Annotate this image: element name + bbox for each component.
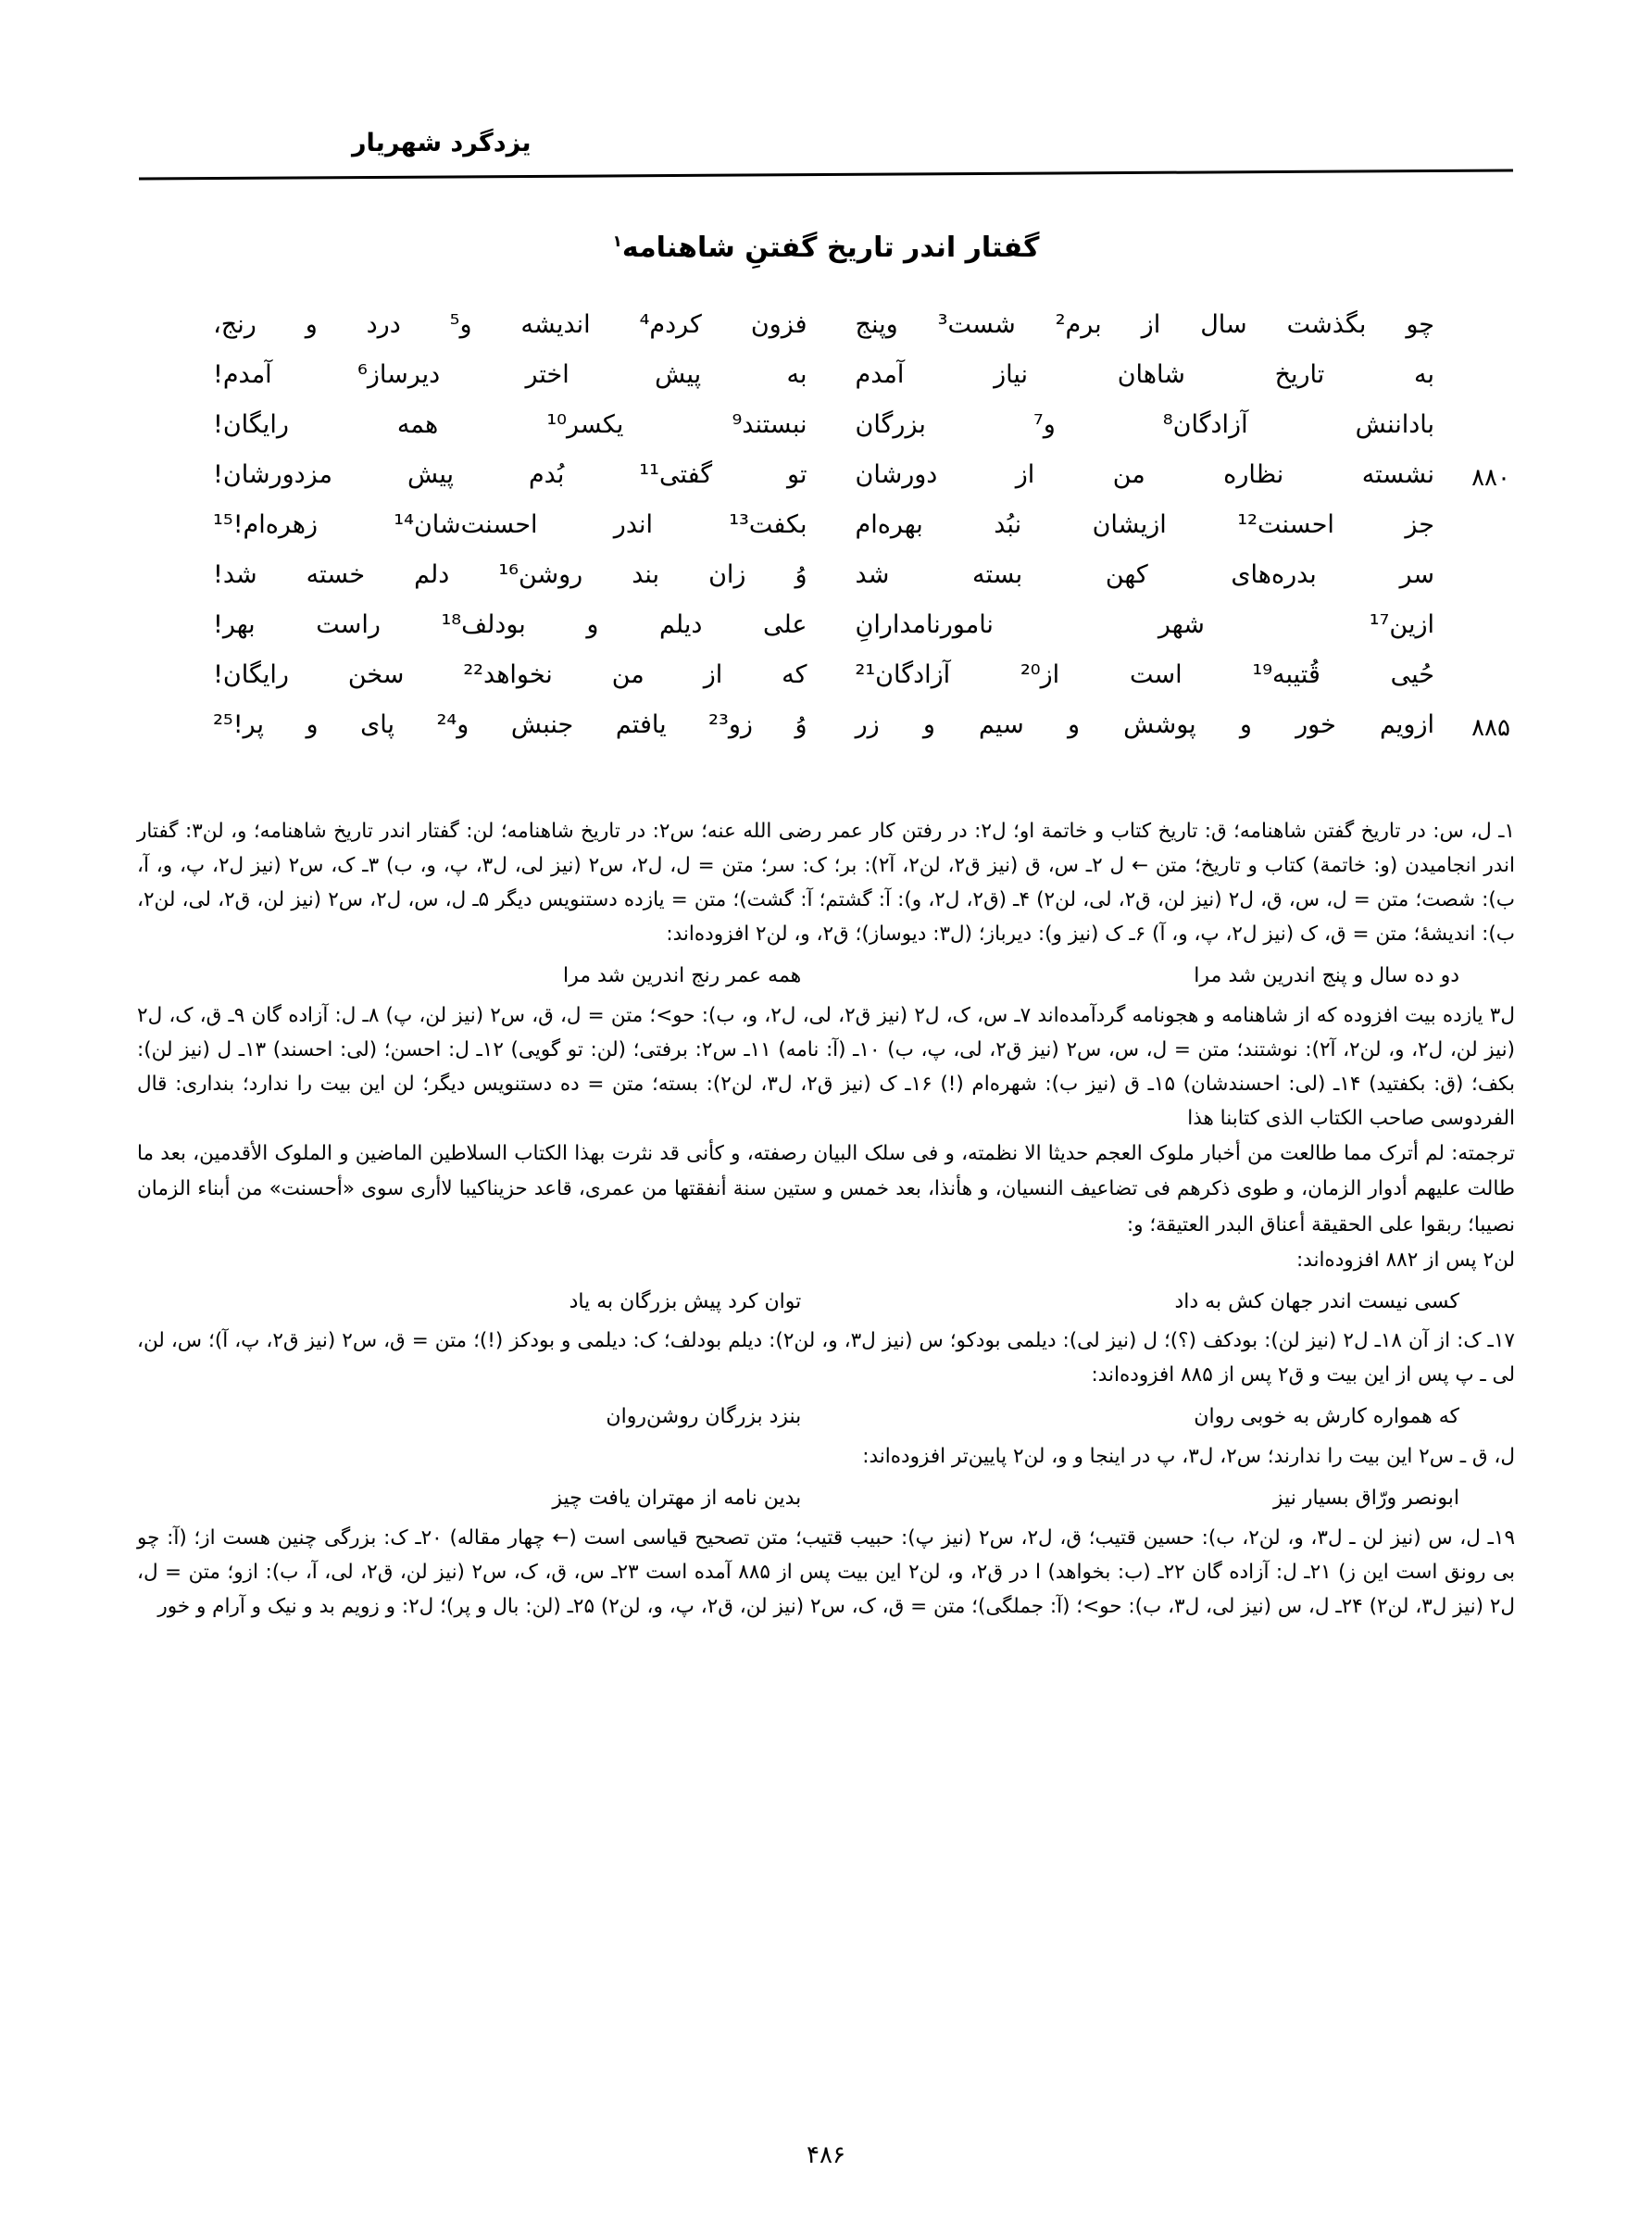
verse-line: [213, 410, 1434, 460]
inset-couplet-2: [137, 1285, 1515, 1320]
apparatus-paragraph-4: ۱۷ـ ک: از آن ۱۸ـ ل۲ (نیز لن): بودکف (؟)؛ ل (نیز لی): دیلمی بودکو؛ س (نیز ل۳، و، لن۲): دیلم بودلف؛ ک: دیلمی و بودکز (!)؛ متن = ق، س۲ (نیز ق۲، پ، آ)؛ س، لن، لی ـ پ پس از این بیت و ق۲ پس از ۸۸۵ افزوده‌اند:: [137, 1329, 1515, 1387]
inset-hemistich-left: بنزد بزرگان روشن‌روان: [606, 1405, 802, 1429]
apparatus-paragraph-3: لن۲ پس از ۸۸۲ افزوده‌اند:: [1295, 1248, 1515, 1272]
hemistich-right: جز احسنت¹² ازیشان نبُد بهره‌ام: [855, 510, 1434, 539]
verse-number: ۸۸۰: [1471, 464, 1510, 492]
hemistich-right: چو بگذشت سال از برم² شست³ وپنج: [855, 310, 1434, 339]
inset-hemistich-right: ابونصر ورّاق بسیار نیز: [1273, 1487, 1459, 1511]
inset-couplet-1: [137, 959, 1515, 994]
verse-line: [213, 460, 1510, 510]
apparatus-paragraph-5: ل، ق ـ س۲ این بیت را ندارند؛ س۲، ل۳، پ در اینجا و و، لن۲ پایین‌تر افزوده‌اند:: [862, 1445, 1515, 1469]
inset-couplet-4: [137, 1481, 1515, 1516]
hemistich-left: وُ زو²³ یافتم جنبش و²⁴ پای و پر!²⁵: [213, 710, 807, 739]
verse-line: [213, 510, 1434, 560]
hemistich-right: ازویم خور و پوشش و سیم و زر: [855, 710, 1434, 739]
verse-line: [213, 360, 1434, 410]
page-number: ۴۸۶: [807, 2141, 845, 2169]
apparatus-paragraph-2: ل۳ یازده بیت افزوده که از شاهنامه و هجونامه گردآمده‌اند ۷ـ س، ک، ل۲ (نیز ق۲، لی، ل۲، و، ب): حو>؛ متن = ل، ق، س۲ (نیز لن، پ) ۸ـ ل: آزاده گان ۹ـ ق، ک، ل۲ (نیز لن، ل۲، و، لن۲، آ۲): نوشتند؛ متن = ل، س، س۲ (نیز ق۲، لی، پ، ب) ۱۰ـ (آ: نامه) ۱۱ـ س۲: برفتی؛ (لن: تو گویی) ۱۲ـ ل: احسن؛ (لی: احسند) ۱۳ـ ل (نیز لن): بکف؛ (ق: بکفتید) ۱۴ـ (لی: احسندشان) ۱۵ـ ق (نیز ب): شهره‌ام (!) ۱۶ـ ک (نیز ق۲، ل۳، لن۲): بسته؛ متن = ده دستنویس دیگر؛ لن این بیت را ندارد؛ بنداری: قال الفردوسی صاحب الکتاب الذی کتابنا هذا: [137, 1003, 1516, 1130]
verse-line: [213, 710, 1510, 760]
hemistich-right: حُیی قُتیبه¹⁹ است از²⁰ آزادگان²¹: [855, 660, 1434, 689]
apparatus-paragraph-6: ۱۹ـ ل، س (نیز لن ـ ل۳، و، لن۲، ب): حسین قتیب؛ ق، ل۲، س۲ (نیز پ): حبیب قتیب؛ متن تصحیح قیاسی است (← چهار مقاله) ۲۰ـ ک: بزرگی چنین هست از؛ (آ: چو بی رونق است این ز) ۲۱ـ ل: آزاده گان ۲۲ـ (ب: بخواهد) ا در ق۲، و، لن۲ این بیت پس از ۸۸۵ آمده است ۲۳ـ س، ق، ک، س۲ (نیز لن، ق۲، لی، آ، ب): ازو؛ متن = ل، ل۲ (نیز ل۳، لن۲) ۲۴ـ ل، س (نیز لی، ل۳، ب): حو>؛ (آ: جملگی)؛ متن = ق، ک، س۲ (نیز لن، ق۲، پ، و، لن۲) ۲۵ـ (لن: بال و پر)؛ ل۲: و زویم بد و نیک و آرام و خور: [137, 1526, 1515, 1618]
critical-apparatus: [137, 815, 1515, 1625]
apparatus-arabic-translation: ترجمته: لم أترک مما طالعت من أخبار ملوک العجم حدیثا الا نظمته، و فی سلک البیان رصفته، و کأنی قد نثرت بهذا الکتاب السلاطین الماضین و الملوک الأقدمین، بعد ما طالت علیهم أدوار الزمان، و طوی ذکرهم فی تضاعیف النسیان، و هأنذا، بعد خمس و ستین سنة أنفقتها من عمری، قاعد حزیناکیبا لاأری سوی «أحسنت» من أبناء الزمان نصیبا؛ ربقوا علی الحقیقة أعناق البدر العتیقة؛ و:: [137, 1141, 1515, 1236]
hemistich-right: سر بدره‌های کهن بسته شد: [855, 560, 1434, 589]
inset-hemistich-left: توان کرد پیش بزرگان به یاد: [569, 1289, 802, 1313]
page-title-footnote-marker: ۱: [612, 232, 622, 251]
inset-hemistich-left: همه عمر رنج اندرین شد مرا: [562, 963, 802, 987]
inset-hemistich-right: که همواره کارش به خوبی روان: [1194, 1405, 1459, 1429]
hemistich-left: تو گفتی¹¹ بُدم پیش مزدورشان!: [213, 460, 807, 489]
running-head-text: یزدگرد شهریار: [352, 129, 532, 157]
hemistich-right: ازین¹⁷ شهر نامورنامدارانِ: [855, 610, 1434, 639]
hemistich-left: وُ زان بند روشن¹⁶ دلم خسته شد!: [213, 560, 807, 589]
inset-hemistich-right: کسی نیست اندر جهان کش به داد: [1174, 1289, 1459, 1313]
verse-line: [213, 610, 1434, 660]
hemistich-left: علی دیلم و بودلف¹⁸ راست بهر!: [213, 610, 807, 639]
inset-hemistich-right: دو ده سال و پنج اندرین شد مرا: [1194, 963, 1459, 987]
verse-line: [213, 310, 1434, 360]
hemistich-left: فزون کردم⁴ اندیشه و⁵ درد و رنج،: [213, 310, 807, 339]
hemistich-left: به پیش اختر دیرساز⁶ آمدم!: [213, 360, 807, 389]
apparatus-paragraph-1: ۱ـ ل، س: در تاریخ گفتن شاهنامه؛ ق: تاریخ کتاب و خاتمة او؛ ل۲: در رفتن کار عمر رضی الله عنه؛ س۲: در تاریخ شاهنامه؛ لن: گفتار اندر تاریخ شاهنامه؛ و، لن۳: گفتار اندر انجامیدن (و: خاتمة) کتاب و تاریخ؛ متن ← ل ۲ـ س، ق (نیز ق۲، لن۲، آ۲): بر؛ ک: سر؛ متن = ل، ل۲، س۲ (نیز لی، ل۳، پ، و، ب) ۳ـ ک، س۲ (نیز ل۲، پ، و، آ، ب): شصت؛ متن = ل، س، ق، ل۲ (نیز لن، ق۲، لی، لن۲) ۴ـ (ق۲، ل۲، و): آ: گشتم؛ آ: گشت)؛ متن = یازده دستنویس دیگر ۵ـ ل، س، ل۲، س۲ (نیز لن، ق۲، لی، لن۲، ب): اندیشهٔ؛ متن = ق، ک (نیز ل۲، پ، و، آ) ۶ـ ک (نیز و): دیرباز؛ (ل۳: دیوساز)؛ ق۲، و، لن۲ افزوده‌اند:: [137, 820, 1516, 946]
verse-block: [213, 310, 1510, 760]
running-head-area: [139, 130, 1513, 185]
verse-number: ۸۸۵: [1471, 714, 1510, 742]
hemistich-left: که از من نخواهد²² سخن رایگان!: [213, 660, 807, 689]
verse-line: [213, 560, 1434, 610]
page-title: [0, 232, 1652, 264]
verse-line: [213, 660, 1434, 710]
hemistich-left: بکفت¹³ اندر احسنت‌شان¹⁴ زهره‌ام!¹⁵: [213, 510, 807, 539]
hemistich-left: نبستند⁹ یکسر¹⁰ همه رایگان!: [213, 410, 807, 439]
hemistich-right: نشسته نظاره من از دورشان: [855, 460, 1434, 489]
inset-hemistich-left: بدین نامه از مهتران یافت چیز: [552, 1487, 802, 1511]
hemistich-right: باداننش آزادگان⁸ و⁷ بزرگان: [855, 410, 1434, 439]
inset-couplet-3: [137, 1399, 1515, 1435]
hemistich-right: به تاریخ شاهان نیاز آمدم: [855, 360, 1434, 389]
header-rule: [139, 169, 1513, 180]
page-title-text: گفتار اندر تاریخ گفتنِ شاهنامه: [621, 232, 1040, 264]
